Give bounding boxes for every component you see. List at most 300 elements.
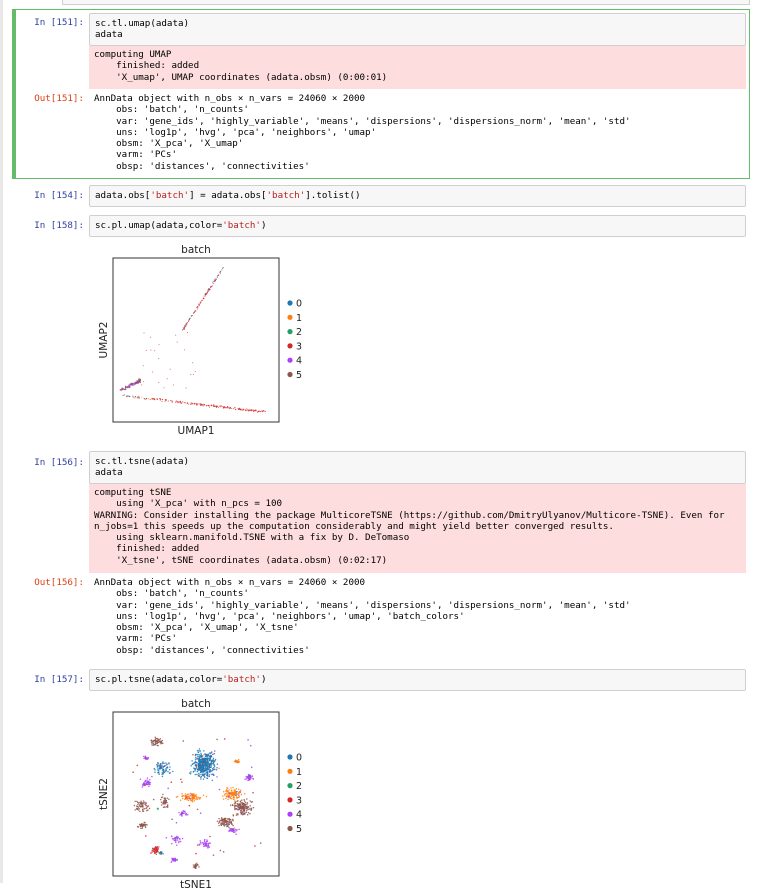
output-line: varm: 'PCs': [94, 149, 177, 161]
scatter-point: [183, 328, 184, 329]
code-input[interactable]: [89, 451, 746, 484]
scatter-point: [230, 821, 232, 823]
legend-label: 5: [296, 824, 303, 835]
scatter-point: [230, 787, 232, 789]
scatter-point: [202, 764, 204, 766]
legend-label: 0: [296, 298, 303, 310]
scatter-point: [167, 788, 169, 790]
scatter-point: [164, 771, 166, 773]
scatter-point: [207, 758, 209, 760]
scatter-point: [211, 774, 213, 776]
scatter-point: [221, 820, 223, 822]
scatter-point: [216, 769, 218, 771]
scatter-point: [213, 283, 214, 284]
code-input[interactable]: [89, 13, 746, 46]
scatter-point: [238, 759, 240, 761]
x-axis-label: UMAP1: [177, 425, 215, 437]
scatter-point: [222, 820, 224, 822]
scatter-point: [161, 767, 163, 769]
scatter-point: [150, 852, 152, 854]
scatter-point: [207, 290, 208, 291]
scatter-point: [193, 793, 195, 795]
scatter-point: [251, 808, 253, 810]
scatter-point: [178, 402, 179, 403]
scatter-point: [214, 750, 216, 752]
scatter-point: [195, 799, 197, 801]
scatter-point: [238, 792, 240, 794]
scatter-point: [198, 773, 200, 775]
scatter-point: [238, 794, 240, 796]
scatter-point: [144, 784, 146, 786]
scatter-point: [132, 771, 134, 773]
scatter-point: [146, 824, 148, 826]
scatter-point: [218, 274, 219, 275]
scatter-point: [198, 752, 200, 754]
scatter-point: [211, 405, 212, 406]
scatter-point: [150, 337, 151, 338]
scatter-point: [140, 800, 142, 802]
scatter-point: [203, 778, 205, 780]
scatter-point: [139, 805, 141, 807]
in-prompt: In [154]:: [34, 190, 84, 201]
scatter-point: [246, 798, 248, 800]
scatter-point: [166, 400, 167, 401]
scatter-point: [159, 344, 160, 345]
scatter-point: [155, 744, 157, 746]
scatter-point: [214, 765, 216, 767]
code-input[interactable]: [89, 215, 746, 237]
scatter-point: [200, 797, 202, 799]
axes-frame: [113, 712, 279, 876]
scatter-point: [209, 407, 210, 408]
scatter-point: [217, 820, 219, 822]
scatter-point: [190, 404, 191, 405]
scatter-point: [241, 794, 243, 796]
scatter-point: [199, 305, 200, 306]
scatter-point: [137, 804, 139, 806]
code-input[interactable]: [89, 669, 746, 691]
scatter-point: [160, 765, 162, 767]
scatter-point: [173, 838, 175, 840]
scatter-point: [179, 401, 180, 402]
scatter-point: [143, 381, 144, 382]
scatter-point: [254, 845, 256, 847]
scatter-point: [198, 767, 200, 769]
scatter-point: [205, 767, 207, 769]
scatter-point: [177, 342, 178, 343]
scatter-point: [199, 758, 201, 760]
scatter-point: [233, 814, 235, 816]
scatter-point: [247, 776, 249, 778]
scatter-point: [195, 753, 197, 755]
scatter-point: [224, 738, 226, 740]
scatter-point: [120, 389, 122, 391]
scatter-point: [232, 825, 234, 827]
scatter-point: [175, 402, 176, 403]
scatter-points: [120, 267, 266, 413]
scatter-point: [199, 748, 201, 750]
scatter-point: [241, 813, 243, 815]
scatter-point: [137, 397, 138, 398]
scatter-point: [160, 799, 162, 801]
scatter-point: [235, 833, 237, 835]
scatter-point: [140, 828, 142, 830]
legend-label: 5: [296, 370, 303, 381]
scatter-point: [186, 323, 187, 324]
scatter-point: [227, 793, 229, 795]
scatter-point: [209, 770, 211, 772]
scatter-point: [238, 806, 240, 808]
scatter-point: [139, 811, 141, 813]
scatter-point: [213, 405, 214, 406]
y-axis-label: tSNE2: [98, 778, 110, 810]
scatter-point: [169, 773, 171, 775]
scatter-point: [195, 865, 197, 867]
scatter-point: [232, 804, 234, 806]
scatter-point: [220, 271, 221, 272]
scatter-point: [185, 326, 186, 327]
scatter-point: [229, 408, 230, 409]
scatter-point: [215, 759, 217, 761]
scatter-point: [205, 765, 207, 767]
scatter-point: [177, 401, 178, 402]
scatter-point: [228, 818, 230, 820]
scatter-point: [217, 406, 218, 407]
scatter-point: [218, 818, 220, 820]
scatter-point: [244, 778, 246, 780]
scatter-point: [151, 741, 153, 743]
legend-marker: [287, 329, 292, 334]
stderr-line: using 'X_pca' with n_pcs = 100: [94, 498, 283, 510]
scatter-point: [200, 403, 201, 404]
scatter-point: [154, 742, 156, 744]
code-line: adata: [95, 467, 123, 479]
scatter-point: [138, 809, 140, 811]
scatter-point: [157, 766, 159, 768]
scatter-point: [203, 843, 205, 845]
scatter-point: [192, 754, 194, 756]
scatter-point: [207, 768, 209, 770]
scatter-point: [128, 386, 130, 388]
scatter-point: [153, 742, 155, 744]
scatter-point: [228, 407, 229, 408]
scatter-point: [188, 404, 189, 405]
scatter-point: [143, 756, 145, 758]
scatter-point: [229, 824, 231, 826]
scatter-point: [205, 295, 206, 296]
scatter-point: [157, 768, 159, 770]
scatter-point: [230, 797, 232, 799]
scatter-point: [200, 753, 202, 755]
scatter-point: [222, 268, 223, 269]
scatter-point: [194, 774, 196, 776]
scatter-point: [201, 404, 202, 405]
scatter-point: [195, 371, 196, 372]
scatter-point: [207, 772, 209, 774]
stderr-line: WARNING: Consider installing the package MulticoreTSNE (https://github.com/DmitryUlyanov/Multicore-TSNE). Even for: [94, 509, 725, 521]
legend-marker: [287, 783, 292, 788]
scatter-point: [212, 768, 214, 770]
scatter-point: [181, 403, 182, 404]
tsne-plot: [90, 694, 330, 894]
scatter-point: [207, 291, 208, 292]
scatter-point: [188, 321, 189, 322]
scatter-point: [233, 408, 234, 409]
scatter-point: [145, 756, 147, 758]
scatter-point: [196, 307, 197, 308]
scatter-point: [162, 794, 164, 796]
scatter-point: [239, 804, 241, 806]
scatter-point: [191, 402, 192, 403]
scatter-point: [195, 760, 197, 762]
scatter-point: [194, 770, 196, 772]
scatter-point: [186, 813, 188, 815]
scatter-point: [203, 767, 205, 769]
scatter-point: [205, 758, 207, 760]
scatter-point: [229, 830, 231, 832]
scatter-point: [213, 854, 215, 856]
scatter-point: [186, 324, 187, 325]
scatter-point: [258, 411, 259, 412]
scatter-point: [124, 389, 126, 391]
scatter-point: [134, 801, 136, 803]
scatter-point: [196, 863, 198, 865]
scatter-point: [136, 801, 138, 803]
scatter-point: [236, 796, 238, 798]
scatter-point: [204, 761, 206, 763]
scatter-point: [144, 822, 146, 824]
scatter-point: [241, 811, 243, 813]
scatter-point: [192, 801, 194, 803]
scatter-point: [197, 771, 199, 773]
scatter-point: [227, 799, 229, 801]
scatter-point: [195, 756, 197, 758]
scatter-point: [123, 395, 124, 396]
scatter-point: [252, 775, 254, 777]
scatter-point: [182, 740, 184, 742]
scatter-point: [201, 300, 202, 301]
legend-label: 4: [296, 355, 303, 367]
scatter-point: [244, 800, 246, 802]
y-axis-label: UMAP2: [98, 321, 110, 359]
scatter-point: [176, 859, 178, 861]
scatter-point: [148, 784, 150, 786]
scatter-point: [191, 794, 193, 796]
scatter-point: [192, 764, 194, 766]
scatter-point: [136, 382, 138, 384]
scatter-point: [235, 760, 237, 762]
scatter-point: [193, 374, 194, 375]
scatter-point: [144, 802, 146, 804]
scatter-point: [176, 822, 178, 824]
scatter-point: [180, 841, 182, 843]
scatter-point: [198, 797, 200, 799]
scatter-point: [226, 823, 228, 825]
scatter-point: [198, 304, 199, 305]
scatter-point: [232, 820, 234, 822]
x-axis-label: tSNE1: [180, 879, 212, 891]
scatter-point: [224, 824, 226, 826]
scatter-point: [237, 794, 239, 796]
code-input[interactable]: [89, 185, 746, 207]
scatter-point: [147, 805, 149, 807]
scatter-point: [155, 850, 157, 852]
scatter-point: [132, 396, 133, 397]
scatter-point: [196, 796, 198, 798]
scatter-point: [209, 289, 210, 290]
scatter-point: [211, 751, 213, 753]
scatter-point: [152, 848, 154, 850]
scatter-point: [163, 771, 165, 773]
scatter-point: [198, 763, 200, 765]
scatter-point: [182, 401, 183, 402]
scatter-point: [228, 796, 230, 798]
scatter-point: [125, 387, 127, 389]
scatter-point: [213, 763, 215, 765]
scatter-point: [249, 813, 251, 815]
output-line: obs: 'batch', 'n_counts': [94, 104, 249, 116]
scatter-point: [214, 753, 216, 755]
scatter-point: [209, 836, 211, 838]
scatter-point: [208, 290, 209, 291]
scatter-point: [164, 799, 166, 801]
stderr-line: finished: added: [94, 60, 200, 72]
scatter-point: [180, 401, 181, 402]
scatter-point: [253, 411, 254, 412]
scatter-point: [249, 800, 251, 802]
scatter-point: [231, 791, 233, 793]
scatter-point: [186, 794, 188, 796]
scatter-point: [127, 396, 128, 397]
scatter-point: [180, 779, 182, 781]
scatter-point: [235, 829, 237, 831]
scatter-point: [227, 825, 229, 827]
scatter-point: [201, 761, 203, 763]
scatter-point: [239, 791, 241, 793]
scatter-point: [170, 369, 171, 370]
scatter-point: [205, 844, 207, 846]
scatter-point: [204, 777, 206, 779]
scatter-point: [176, 844, 178, 846]
scatter-point: [212, 753, 214, 755]
scatter-point: [147, 809, 149, 811]
scatter-point: [236, 808, 238, 810]
scatter-point: [191, 316, 192, 317]
scatter-point: [233, 799, 235, 801]
scatter-point: [168, 763, 170, 765]
scatter-point: [235, 802, 237, 804]
scatter-point: [204, 839, 206, 841]
scatter-point: [146, 398, 147, 399]
scatter-point: [243, 812, 245, 814]
scatter-point: [160, 853, 162, 855]
scatter-point: [234, 805, 236, 807]
scatter-point: [181, 815, 183, 817]
scatter-point: [207, 847, 209, 849]
scatter-point: [185, 402, 186, 403]
scatter-point: [252, 778, 254, 780]
scatter-point: [171, 818, 173, 820]
scatter-point: [200, 750, 202, 752]
scatter-point: [201, 771, 203, 773]
scatter-point: [162, 401, 163, 402]
scatter-point: [216, 739, 218, 741]
scatter-point: [194, 797, 196, 799]
scatter-point: [228, 789, 230, 791]
scatter-point: [195, 853, 197, 855]
output-line: var: 'gene_ids', 'highly_variable', 'means', 'dispersions', 'dispersions_norm', 'mean', 'std': [94, 115, 631, 127]
scatter-point: [160, 399, 161, 400]
scatter-point: [121, 387, 123, 389]
scatter-point: [181, 793, 183, 795]
scatter-point: [187, 403, 188, 404]
output-line: obsm: 'X_pca', 'X_umap': [94, 138, 244, 150]
scatter-point: [230, 805, 232, 807]
scatter-point: [158, 358, 159, 359]
scatter-point: [210, 286, 211, 287]
scatter-point: [183, 810, 185, 812]
scatter-point: [134, 397, 135, 398]
scatter-point: [169, 766, 171, 768]
scatter-point: [233, 830, 235, 832]
scatter-point: [195, 795, 197, 797]
scatter-point: [251, 801, 253, 803]
scatter-point: [184, 349, 185, 350]
output-line: obsp: 'distances', 'connectivities': [94, 160, 310, 172]
scatter-point: [162, 743, 164, 745]
scatter-point: [137, 826, 139, 828]
legend-marker: [287, 812, 292, 817]
scatter-point: [212, 285, 213, 286]
scatter-point: [184, 329, 185, 330]
scatter-point: [229, 822, 231, 824]
scatter-point: [234, 789, 236, 791]
scatter-point: [192, 795, 194, 797]
scatter-point: [190, 795, 192, 797]
scatter-point: [243, 804, 245, 806]
scatter-point: [234, 799, 236, 801]
scatter-point: [206, 796, 208, 798]
scatter-point: [198, 843, 200, 845]
scatter-point: [221, 406, 222, 407]
scatter-point: [148, 785, 150, 787]
scatter-point: [174, 837, 176, 839]
scatter-point: [216, 767, 218, 769]
scatter-point: [236, 814, 238, 816]
scatter-point: [165, 399, 166, 400]
scatter-point: [161, 763, 163, 765]
scatter-point: [189, 798, 191, 800]
scatter-point: [180, 800, 182, 802]
previous-cell[interactable]: [62, 0, 750, 5]
plot-title: batch: [181, 698, 211, 710]
scatter-point: [158, 846, 160, 848]
scatter-point: [243, 807, 245, 809]
scatter-point: [212, 760, 214, 762]
scatter-point: [191, 403, 192, 404]
scatter-point: [206, 774, 208, 776]
scatter-point: [260, 411, 261, 412]
output-line: varm: 'PCs': [94, 633, 177, 645]
scatter-point: [247, 739, 249, 741]
scatter-point: [231, 408, 232, 409]
scatter-point: [204, 762, 206, 764]
scatter-point: [162, 796, 164, 798]
scatter-point: [152, 372, 153, 373]
scatter-point: [172, 860, 174, 862]
scatter-point: [190, 765, 192, 767]
scatter-point: [206, 841, 208, 843]
